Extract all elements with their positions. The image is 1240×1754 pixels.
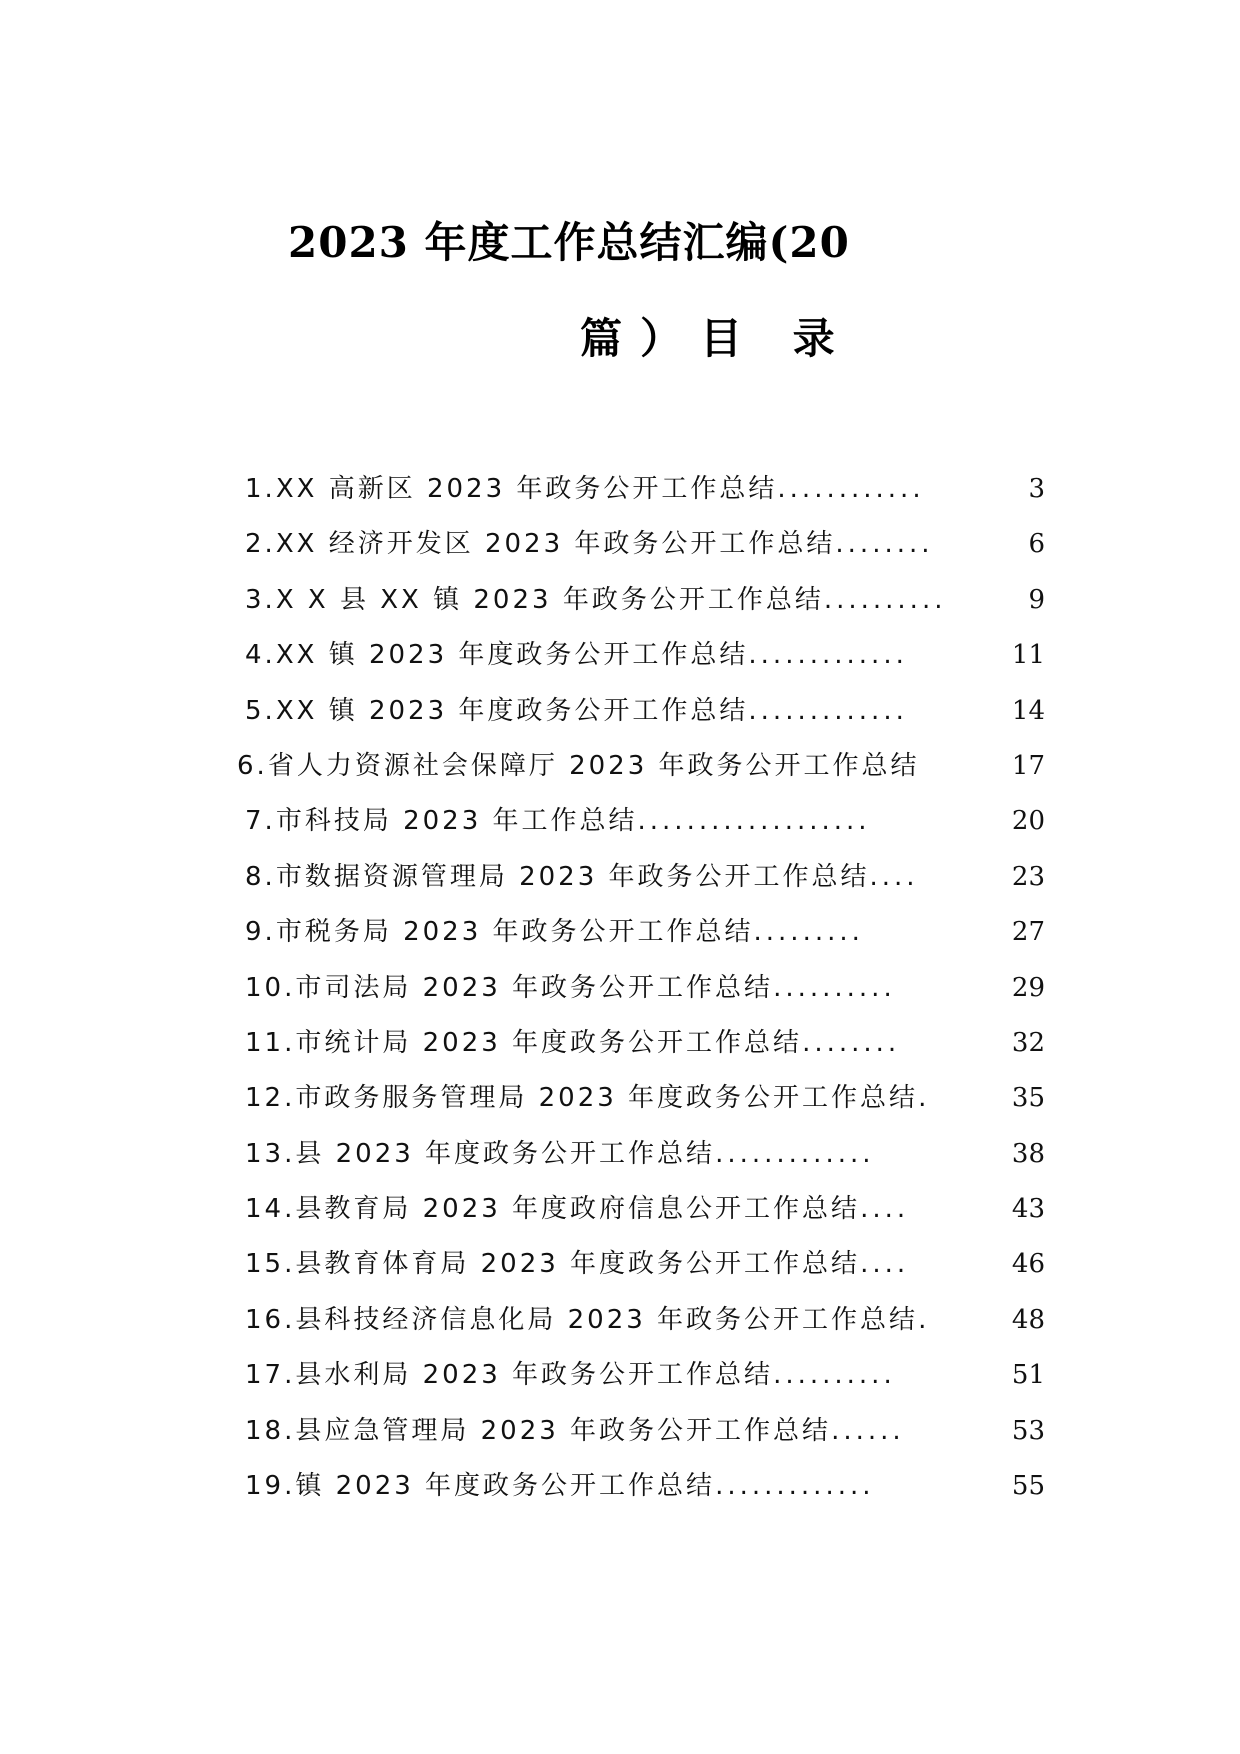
toc-page-number: 14	[1008, 684, 1045, 739]
toc-entry-title: 县教育体育局 2023 年度政务公开工作总结	[295, 1249, 861, 1280]
toc-page-number: 46	[1008, 1237, 1045, 1292]
toc-leader-dots: ..........	[773, 972, 896, 1003]
toc-entry[interactable]	[237, 739, 1045, 794]
toc-leader-dots: .............	[748, 695, 908, 726]
toc-leader-dots: ....	[860, 1194, 910, 1225]
toc-entry-number: 16.	[245, 1304, 296, 1335]
toc-page-number: 20	[1008, 794, 1045, 849]
toc-page-number: 9	[1024, 573, 1045, 628]
toc-entry-number: 11.	[245, 1027, 296, 1058]
toc-entry-number: 7.	[245, 806, 276, 837]
toc-entry[interactable]	[245, 1459, 1045, 1514]
toc-leader-dots: ...................	[637, 806, 871, 837]
toc-page-number: 3	[1024, 462, 1045, 517]
toc-entry[interactable]	[245, 1237, 1045, 1292]
toc-entry-title: 县教育局 2023 年度政府信息公开工作总结	[295, 1194, 861, 1225]
toc-leader-dots: ........	[802, 1027, 901, 1058]
toc-leader-dots: ....	[869, 861, 919, 892]
toc-page-number: 17	[1008, 739, 1045, 794]
toc-entry-number: 17.	[245, 1360, 296, 1391]
toc-page-number: 23	[1008, 850, 1045, 905]
toc-page-number: 43	[1008, 1182, 1045, 1237]
toc-leader-dots: .............	[715, 1138, 875, 1169]
toc-entry-title: 县水利局 2023 年政务公开工作总结	[295, 1360, 774, 1391]
toc-entry-title: 市科技局 2023 年工作总结	[275, 806, 638, 837]
toc-entry[interactable]	[245, 1182, 1045, 1237]
table-of-contents	[237, 462, 1045, 1514]
toc-entry-title: 市统计局 2023 年度政务公开工作总结	[295, 1027, 803, 1058]
toc-leader-dots: ..........	[773, 1360, 896, 1391]
toc-leader-dots: .............	[715, 1471, 875, 1502]
toc-entry-title: 市政务服务管理局 2023 年度政务公开工作总结	[295, 1083, 919, 1114]
toc-entry[interactable]	[245, 961, 1045, 1016]
toc-entry-number: 13.	[245, 1138, 296, 1169]
document-title: 2023 年度工作总结汇编(20	[288, 218, 850, 267]
toc-page-number: 53	[1008, 1404, 1045, 1459]
toc-entry[interactable]	[245, 1348, 1045, 1403]
toc-entry[interactable]	[245, 462, 1045, 517]
toc-entry-number: 18.	[245, 1415, 296, 1446]
toc-page-number: 51	[1008, 1348, 1045, 1403]
toc-page-number: 11	[1008, 628, 1045, 683]
toc-entry-number: 10.	[245, 972, 296, 1003]
toc-page-number: 32	[1008, 1016, 1045, 1071]
toc-entry-title: 市司法局 2023 年政务公开工作总结	[295, 972, 774, 1003]
toc-entry[interactable]	[245, 1293, 1045, 1348]
toc-leader-dots: .	[918, 1304, 931, 1335]
toc-entry-title: 市数据资源管理局 2023 年政务公开工作总结	[275, 861, 870, 892]
toc-page-number: 38	[1008, 1127, 1045, 1182]
toc-entry[interactable]	[245, 905, 1045, 960]
toc-entry[interactable]	[245, 850, 1045, 905]
toc-entry[interactable]	[245, 1404, 1045, 1459]
toc-page-number: 35	[1008, 1071, 1045, 1126]
toc-entry-number: 2.	[245, 529, 276, 560]
toc-leader-dots: .........	[753, 917, 864, 948]
toc-entry[interactable]	[245, 1016, 1045, 1071]
toc-page-number: 48	[1008, 1293, 1045, 1348]
toc-entry-number: 5.	[245, 695, 276, 726]
toc-entry-title: 市税务局 2023 年政务公开工作总结	[275, 917, 754, 948]
toc-entry-number: 1.	[245, 474, 276, 504]
toc-page-number: 27	[1008, 905, 1045, 960]
toc-entry-title: XX 镇 2023 年度政务公开工作总结	[275, 695, 749, 726]
toc-leader-dots: .	[918, 1083, 931, 1114]
toc-entry[interactable]	[245, 1071, 1045, 1126]
toc-entry-title: 县应急管理局 2023 年政务公开工作总结	[295, 1415, 832, 1446]
toc-leader-dots: ..........	[823, 584, 947, 615]
toc-entry-number: 19.	[245, 1471, 296, 1502]
toc-entry-title: XX 高新区 2023 年政务公开工作总结	[275, 474, 778, 504]
toc-entry-number: 12.	[245, 1083, 296, 1114]
toc-entry[interactable]	[245, 794, 1045, 849]
toc-entry[interactable]	[245, 1127, 1045, 1182]
toc-entry[interactable]	[245, 684, 1045, 739]
toc-leader-dots: ....	[860, 1249, 910, 1280]
toc-leader-dots: ............	[777, 474, 925, 504]
toc-page-number: 6	[1024, 517, 1045, 572]
toc-page-number: 29	[1008, 961, 1045, 1016]
toc-entry-title: XX 镇 2023 年度政务公开工作总结	[275, 640, 749, 671]
toc-entry-number: 4.	[245, 640, 276, 671]
document-subtitle: 篇）目 录	[580, 314, 853, 363]
toc-entry-number: 8.	[245, 861, 276, 892]
toc-entry-title: XX 经济开发区 2023 年政务公开工作总结	[275, 529, 836, 560]
toc-entry[interactable]	[245, 517, 1045, 572]
toc-entry-number: 15.	[245, 1249, 296, 1280]
toc-entry-title: 镇 2023 年度政务公开工作总结	[295, 1471, 716, 1502]
toc-entry-number: 14.	[245, 1194, 296, 1225]
toc-leader-dots: .............	[748, 640, 908, 671]
toc-entry[interactable]	[245, 573, 1045, 628]
toc-entry-title: 县 2023 年度政务公开工作总结	[295, 1138, 716, 1169]
toc-entry-number: 9.	[245, 917, 276, 948]
toc-entry[interactable]	[245, 628, 1045, 683]
toc-entry-title: X X 县 XX 镇 2023 年政务公开工作总结	[275, 584, 824, 615]
toc-entry-number: 3.	[245, 584, 276, 615]
toc-entry-title: 省人力资源社会保障厅 2023 年政务公开工作总结	[267, 750, 920, 781]
toc-entry-number: 6.	[237, 750, 268, 781]
toc-leader-dots: ......	[831, 1415, 905, 1446]
toc-page-number: 55	[1008, 1459, 1045, 1514]
toc-entry-title: 县科技经济信息化局 2023 年政务公开工作总结	[295, 1304, 919, 1335]
toc-leader-dots: ........	[835, 529, 934, 560]
